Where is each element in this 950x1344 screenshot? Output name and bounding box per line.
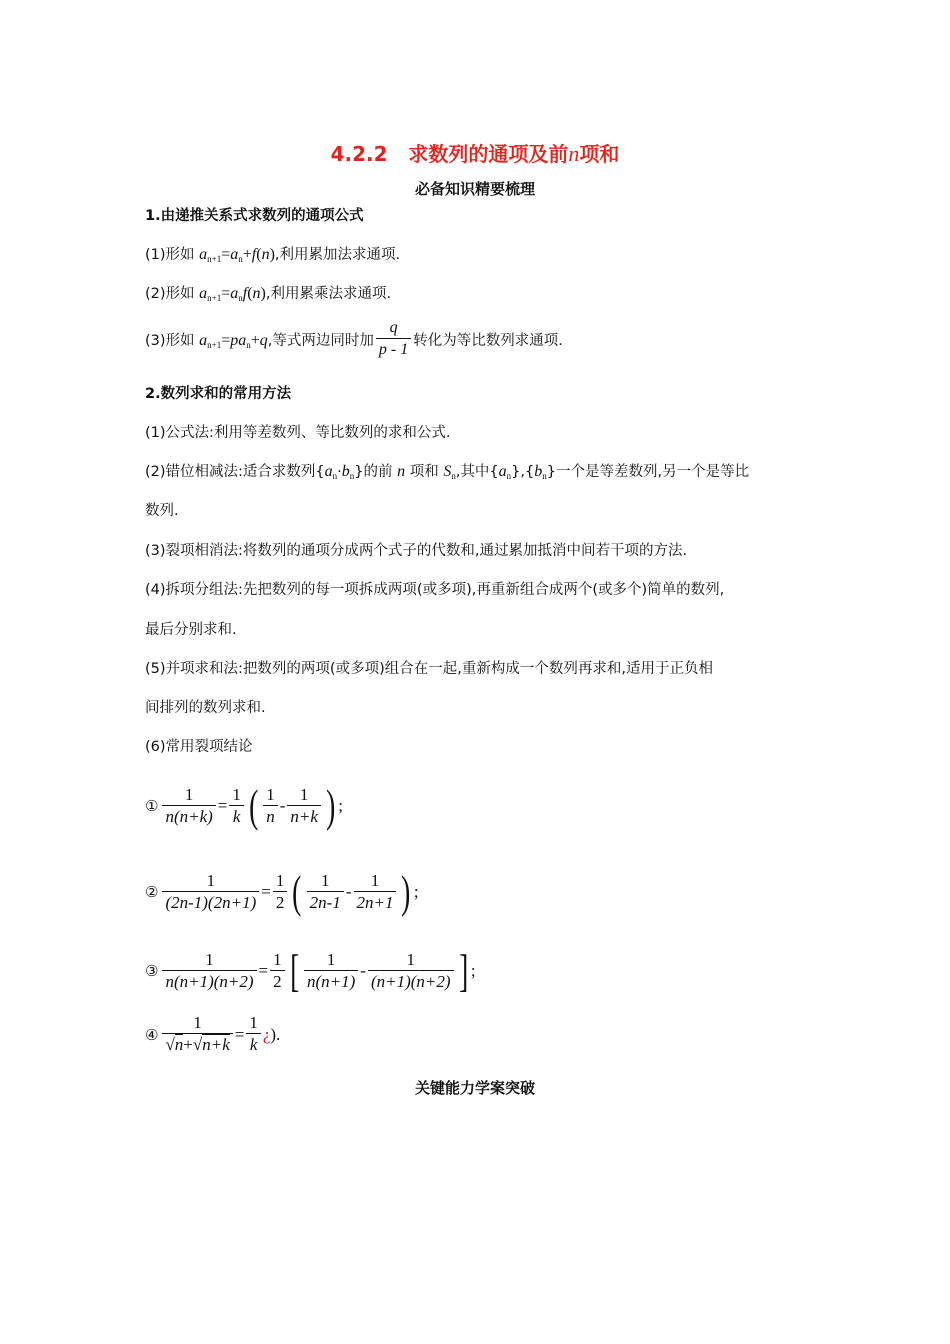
- section-heading-ability: 关键能力学案突破: [414, 1079, 535, 1097]
- formula-1: ① $\frac{1}{n(n+k)}$ = $\frac{1}{k}$ ( $\frac{1}{n}$ - $\frac{1}{n+k}$ ) ;: [145, 780, 343, 831]
- method-2: (2)错位相减法:适合求数列$\{a_n\cdot b_n\}$的前 n 项和 $S_n$,其中$\{a_n\},\{b_n\}$一个是等差数列,另一个是等比: [145, 463, 750, 481]
- formula-3: ③ $\frac{1}{n(n+1)(n+2)}$ = $\frac{1}{2}$ [ $\frac{1}{n(n+1)}$ - $\frac{1}{(n+1)(n+2)}$ ] ;: [145, 945, 476, 996]
- method-6: (6)常用裂项结论: [145, 739, 253, 755]
- method-4: (4)拆项分组法:先把数列的每一项拆成两项(或多项),再重新组合成两个(或多个)简单的数列,: [145, 582, 725, 598]
- section-heading-knowledge: 必备知识精要梳理: [414, 180, 535, 198]
- title-number: 4.2.2: [330, 142, 388, 166]
- item-3-post: 转化为等比数列求通项.: [413, 333, 563, 349]
- fraction-q-over-p-minus-1: $\frac{q}{p - 1}$: [376, 318, 411, 361]
- method-4-cont: 最后分别求和.: [145, 622, 237, 638]
- method-1: (1)公式法:利用等差数列、等比数列的求和公式.: [145, 425, 451, 441]
- page-title: [0, 138, 950, 167]
- formula-4: ④ $\frac{1}{√n+√n+k}$ = $\frac{1}{k}$ ¿ ).: [145, 1013, 281, 1054]
- formula-2: ② $\frac{1}{(2n-1)(2n+1)}$ = $\frac{1}{2}$ ( $\frac{1}{2n-1}$ - $\frac{1}{2n+1}$ ) ;: [145, 866, 419, 917]
- heading-1: 1.由递推关系式求数列的通项公式: [145, 208, 364, 224]
- item-2: (2)形如 $a_{n+1}=a_nf(n)$,利用累乘法求通项.: [145, 285, 392, 303]
- title-text-a: 求数列的通项及前: [408, 142, 569, 166]
- item-1: (1)形如 $a_{n+1}=a_n+f(n)$,利用累加法求通项.: [145, 246, 401, 264]
- title-var: n: [568, 141, 580, 166]
- method-2-cont: 数列.: [145, 503, 179, 519]
- title-text-b: 项和: [579, 142, 620, 166]
- method-5-cont: 间排列的数列求和.: [145, 700, 266, 716]
- method-3: (3)裂项相消法:将数列的通项分成两个式子的代数和,通过累加抵消中间若干项的方法.: [145, 543, 688, 559]
- item-3: (3)形如 $a_{n+1}=pa_n+q$,等式两边同时加 $\frac{q}{p - 1}$ 转化为等比数列求通项.: [145, 318, 563, 361]
- heading-2: 2.数列求和的常用方法: [145, 386, 292, 402]
- method-5: (5)并项求和法:把数列的两项(或多项)组合在一起,重新构成一个数列再求和,适用于正负相: [145, 661, 713, 677]
